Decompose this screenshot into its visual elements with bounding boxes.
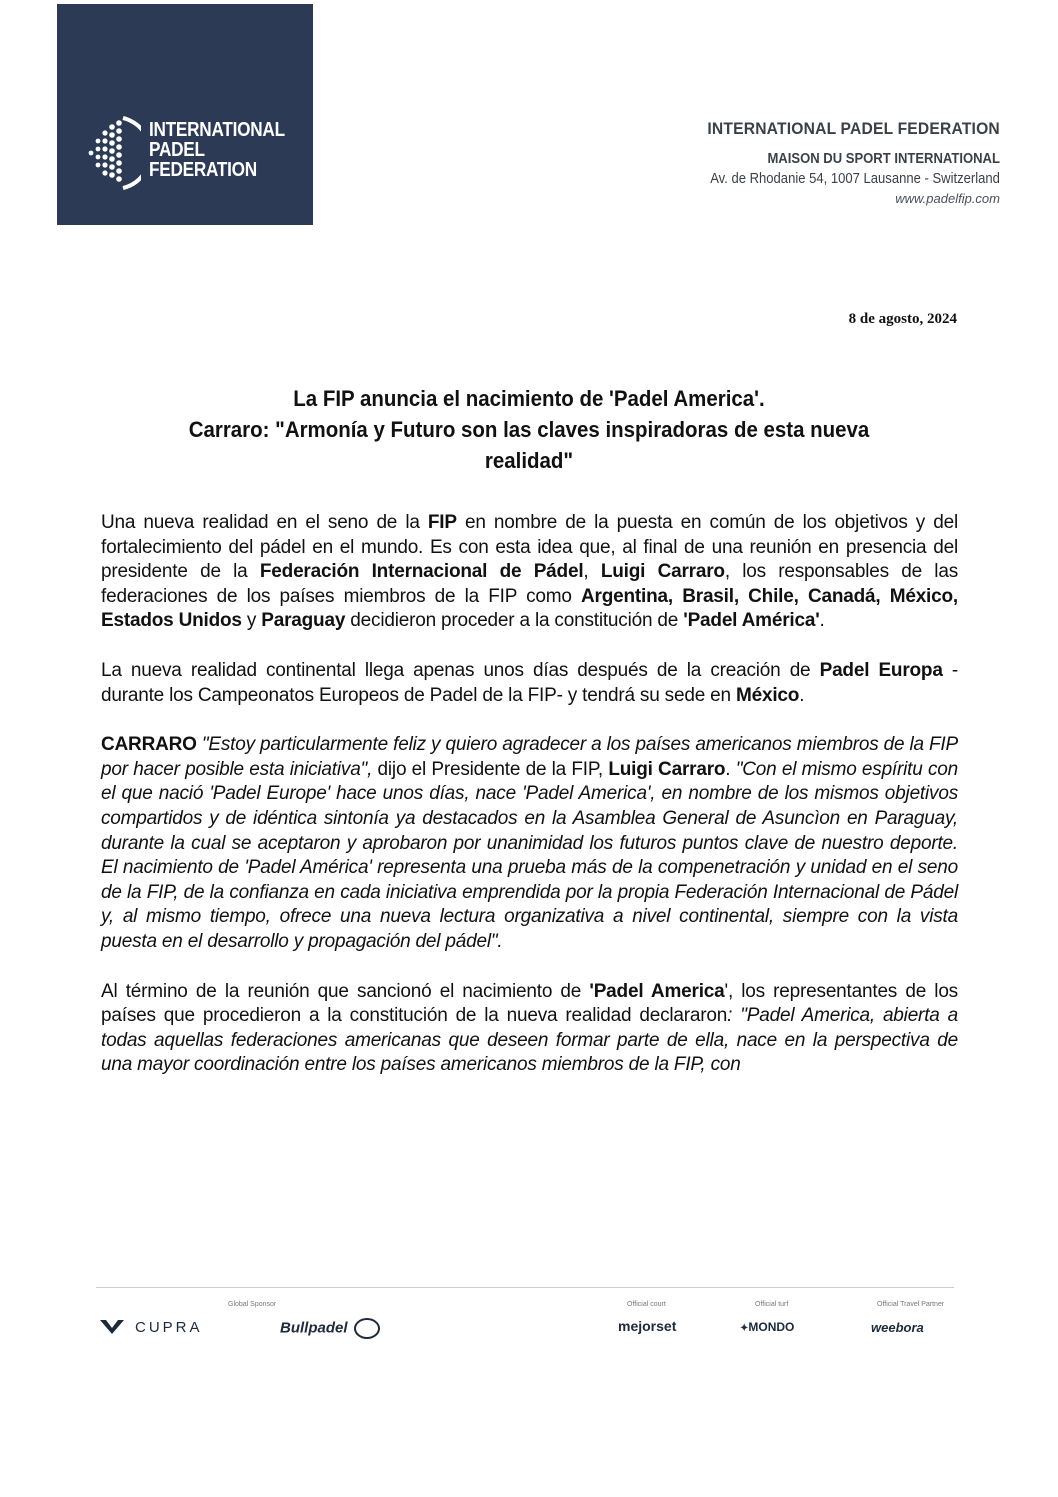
logo-line-1: INTERNATIONAL xyxy=(149,119,285,141)
title-line-2: Carraro: "Armonía y Futuro son las claves inspiradoras de esta nueva xyxy=(188,417,870,442)
bullpadel-circle-icon xyxy=(354,1318,380,1339)
p1-bold-4: Argentina, Brasil, Chile, Canadá, México, Estados Unidos xyxy=(101,585,958,632)
label-global-sponsor: Global Sponsor xyxy=(228,1301,277,1308)
p2-text-1: La nueva realidad continental llega apenas unos días después de la creación de xyxy=(101,659,820,681)
p1-text-6: decidieron proceder a la constitución de xyxy=(345,610,684,632)
logo-line-3: FEDERATION xyxy=(149,159,257,181)
title-line-3: realidad" xyxy=(484,448,574,473)
p2-text-3: . xyxy=(799,684,805,706)
org-address: Av. de Rhodanie 54, 1007 Lausanne - Switzerland xyxy=(710,171,1000,187)
paragraph-2 xyxy=(101,659,958,708)
sponsor-mondo xyxy=(740,1320,794,1334)
p3-bold-2: Luigi Carraro xyxy=(608,758,726,780)
p4-italic-1: : "Padel America, abierta a todas aquellas federaciones americanas que deseen formar parte de ella, nace en la perspectiva de una mayor coordinación entre los países americanos miembros de la FIP, con xyxy=(101,1005,958,1076)
paragraph-3 xyxy=(101,733,958,954)
p1-bold-1: FIP xyxy=(427,512,457,533)
p4-text-1: Al término de la reunión que sancionó el nacimiento de xyxy=(101,980,590,1002)
logo-panel xyxy=(57,4,313,225)
logo-line-2: PADEL xyxy=(149,139,205,161)
paragraph-1 xyxy=(101,511,958,634)
document-title xyxy=(100,383,958,476)
label-official-turf: Official turf xyxy=(755,1301,789,1308)
label-official-court: Official court xyxy=(627,1301,666,1308)
label-travel-partner: Official Travel Partner xyxy=(877,1301,945,1308)
p1-text-3: , xyxy=(583,561,601,583)
p3-text-2: . xyxy=(725,758,736,780)
p4-text-2: ', los representantes de los países que procedieron a la constitución de la nueva realidad declararon xyxy=(101,980,958,1027)
footer-divider xyxy=(96,1287,954,1288)
p1-bold-2: Federación Internacional de Pádel xyxy=(259,561,584,583)
title-line-1: La FIP anuncia el nacimiento de 'Padel America'. xyxy=(293,386,765,411)
sponsor-bullpadel xyxy=(280,1318,380,1339)
org-name: INTERNATIONAL PADEL FEDERATION xyxy=(707,119,1000,138)
p3-italic-1: "Estoy particularmente feliz y quiero agradecer a los países americanos miembros de la FIP por hacer posible esta iniciativa", xyxy=(101,734,958,780)
p3-bold-1: CARRARO xyxy=(101,734,197,756)
org-building: MAISON DU SPORT INTERNATIONAL xyxy=(767,151,1000,167)
document-date: 8 de agosto, 2024 xyxy=(848,311,957,327)
p1-text-7: . xyxy=(819,610,825,632)
fip-ball-logo-icon xyxy=(83,114,141,192)
p3-italic-2: "Con el mismo espíritu con el que nació 'Padel Europe' hace unos días, nace 'Padel America', en nombre de los mismos objetivos compartidos y de idéntica sintonía ya destacados en la Asamblea General de Asuncìon en Paraguay, durante la cual se aceptaron y aprobaron por unanimidad los futuros puntos clave de nuestro deporte. El nacimiento de 'Padel América' representa una prueba más de la compenetración y unidad en el seno de la FIP, de la confianza en cada iniciativa emprendida por la propia Federación Internacional de Pádel y, al mismo tiempo, ofrece una nueva lectura organizativa a nivel continental, siempre con la vista puesta en el desarrollo y propagación del pádel". xyxy=(101,758,958,952)
cupra-logo-icon xyxy=(99,1318,125,1336)
p1-text-4: , los responsables de las federaciones de los países miembros de la FIP como xyxy=(101,561,958,607)
p2-bold-1: Padel Europa xyxy=(819,659,943,681)
sponsor-mejorset: mejorset xyxy=(618,1318,677,1334)
mondo-wordmark: MONDO xyxy=(748,1320,795,1334)
paragraph-4 xyxy=(101,980,958,1078)
p3-text-1: dijo el Presidente de la FIP, xyxy=(372,758,609,780)
p1-bold-3: Luigi Carraro xyxy=(600,561,725,583)
bullpadel-wordmark: Bullpadel xyxy=(280,1319,348,1337)
p1-text-5: y xyxy=(241,610,262,632)
cupra-wordmark: CUPRA xyxy=(135,1318,203,1336)
p1-bold-5: Paraguay xyxy=(261,610,346,632)
mondo-mark-icon: ✦ xyxy=(740,1323,749,1334)
p1-bold-6: 'Padel América' xyxy=(683,610,820,632)
document-body xyxy=(101,511,958,1103)
logo-wordmark xyxy=(149,120,285,180)
org-address-block xyxy=(678,119,1000,209)
p2-bold-2: México xyxy=(735,684,800,706)
sponsor-weebora: weebora xyxy=(871,1320,924,1335)
p4-bold-1: 'Padel America xyxy=(589,980,725,1002)
p2-text-2: - durante los Campeonatos Europeos de Padel de la FIP- y tendrá su sede en xyxy=(101,659,958,706)
sponsor-cupra xyxy=(99,1318,203,1336)
p1-text-2: en nombre de la puesta en común de los objetivos y del fortalecimiento del pádel en el mundo. Es con esta idea que, al final de una reunión en presencia del presidente de la xyxy=(101,512,958,583)
org-website-link[interactable]: www.padelfip.com xyxy=(895,191,1000,206)
p1-text-1: Una nueva realidad en el seno de la xyxy=(101,512,428,533)
